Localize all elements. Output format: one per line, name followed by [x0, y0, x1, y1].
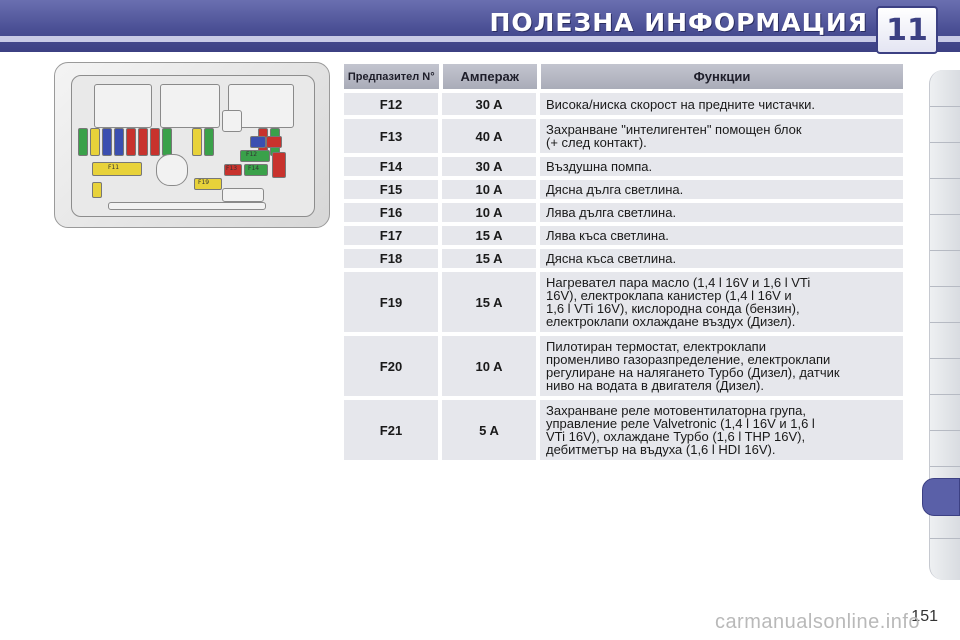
fuse-cell	[90, 128, 100, 156]
fuse-amperage: 30 A	[442, 157, 540, 176]
fuse-function: Въздушна помпа.	[540, 157, 903, 176]
table-row	[344, 336, 903, 396]
fuse-amperage: 15 A	[442, 249, 540, 268]
fuse-number: F15	[344, 180, 442, 199]
fuse-number: F21	[344, 400, 442, 460]
fuse-cell	[126, 128, 136, 156]
active-chapter-tab[interactable]	[922, 478, 960, 516]
tab-divider	[930, 106, 960, 107]
watermark: carmanualsonline.info	[714, 611, 920, 633]
fuse-box-body	[71, 75, 315, 217]
table-row	[344, 203, 903, 222]
fuse-cell-f21	[266, 136, 282, 148]
fuse-table	[344, 64, 903, 464]
table-row	[344, 272, 903, 332]
fuse-function: Пилотиран термостат, електроклапи променливо газоразпределение, електроклапи регулиране на налягането Турбо (Дизел), датчик ниво на водата в двигателя (Дизел).	[540, 336, 903, 396]
fuse-cell	[92, 182, 102, 198]
tab-divider	[930, 250, 960, 251]
tab-divider	[930, 394, 960, 395]
fuse-cell	[102, 128, 112, 156]
tab-divider	[930, 430, 960, 431]
table-row	[344, 226, 903, 245]
fuse-number: F12	[344, 93, 442, 115]
tab-divider	[930, 214, 960, 215]
fuse-cell	[192, 128, 202, 156]
fuse-function: Дясна къса светлина.	[540, 249, 903, 268]
table-header	[344, 64, 903, 89]
tab-divider	[930, 466, 960, 467]
fuse-rail	[108, 202, 266, 210]
relay-block	[222, 110, 242, 132]
fuse-cell-f20	[250, 136, 266, 148]
fuse-label-f19: F19	[198, 179, 210, 186]
column-header-fuse: Предпазител N°	[344, 64, 443, 89]
fuse-cell	[150, 128, 160, 156]
fuse-amperage: 5 A	[442, 400, 540, 460]
tab-divider	[930, 358, 960, 359]
fuse-amperage: 15 A	[442, 272, 540, 332]
table-row	[344, 400, 903, 460]
fuse-amperage: 10 A	[442, 180, 540, 199]
fuse-amperage: 15 A	[442, 226, 540, 245]
fuse-function: Захранване "интелигентен" помощен блок (+ след контакт).	[540, 119, 903, 153]
fuse-amperage: 40 A	[442, 119, 540, 153]
fuse-amperage: 10 A	[442, 203, 540, 222]
tab-divider	[930, 286, 960, 287]
fuse-cell	[162, 128, 172, 156]
fuse-function: Лява къса светлина.	[540, 226, 903, 245]
relay-block	[222, 188, 264, 202]
fuse-amperage: 30 A	[442, 93, 540, 115]
tab-divider	[930, 322, 960, 323]
fuse-number: F18	[344, 249, 442, 268]
table-row	[344, 180, 903, 199]
fuse-function: Дясна дълга светлина.	[540, 180, 903, 199]
tab-divider	[930, 142, 960, 143]
fuse-round	[156, 154, 188, 186]
fuse-function: Лява дълга светлина.	[540, 203, 903, 222]
relay-block	[94, 84, 152, 128]
fuse-label-f14: F14	[248, 165, 260, 172]
fuse-number: F14	[344, 157, 442, 176]
page-title: ПОЛЕЗНА ИНФОРМАЦИЯ	[489, 8, 868, 37]
fuse-number: F19	[344, 272, 442, 332]
fuse-number: F17	[344, 226, 442, 245]
fuse-label-f11: F11	[108, 164, 120, 171]
table-row	[344, 249, 903, 268]
fuse-box-image	[54, 62, 330, 228]
tab-divider	[930, 178, 960, 179]
table-row	[344, 157, 903, 176]
table-row	[344, 119, 903, 153]
fuse-label-f12: F12	[246, 151, 258, 158]
column-header-amperage: Ампераж	[443, 64, 542, 89]
fuse-cell	[272, 152, 286, 178]
fuse-number: F13	[344, 119, 442, 153]
fuse-label-f13: F13	[226, 165, 238, 172]
relay-block	[160, 84, 220, 128]
fuse-cell	[138, 128, 148, 156]
fuse-function: Нагревател пара масло (1,4 l 16V и 1,6 l VTi 16V), електроклапа канистер (1,4 l 16V и 1,6 l VTi 16V), кислородна сонда (бензин), електроклапи охлаждане въздух (Дизел).	[540, 272, 903, 332]
page-number: 151	[911, 608, 938, 625]
chapter-badge: 11	[876, 6, 938, 54]
page-header	[0, 0, 960, 52]
fuse-number: F16	[344, 203, 442, 222]
fuse-cell	[78, 128, 88, 156]
column-header-function: Функции	[541, 64, 903, 89]
fuse-function: Захранване реле мотовентилаторна група, управление реле Valvetronic (1,4 l 16V и 1,6 l VTi 16V), охлаждане Турбо (1,6 l THP 16V), дебитметър на въдуха (1,6 l HDI 16V).	[540, 400, 903, 460]
fuse-amperage: 10 A	[442, 336, 540, 396]
fuse-number: F20	[344, 336, 442, 396]
fuse-cell	[204, 128, 214, 156]
table-row	[344, 93, 903, 115]
tab-divider	[930, 538, 960, 539]
fuse-function: Висока/ниска скорост на предните чистачки.	[540, 93, 903, 115]
fuse-cell	[114, 128, 124, 156]
